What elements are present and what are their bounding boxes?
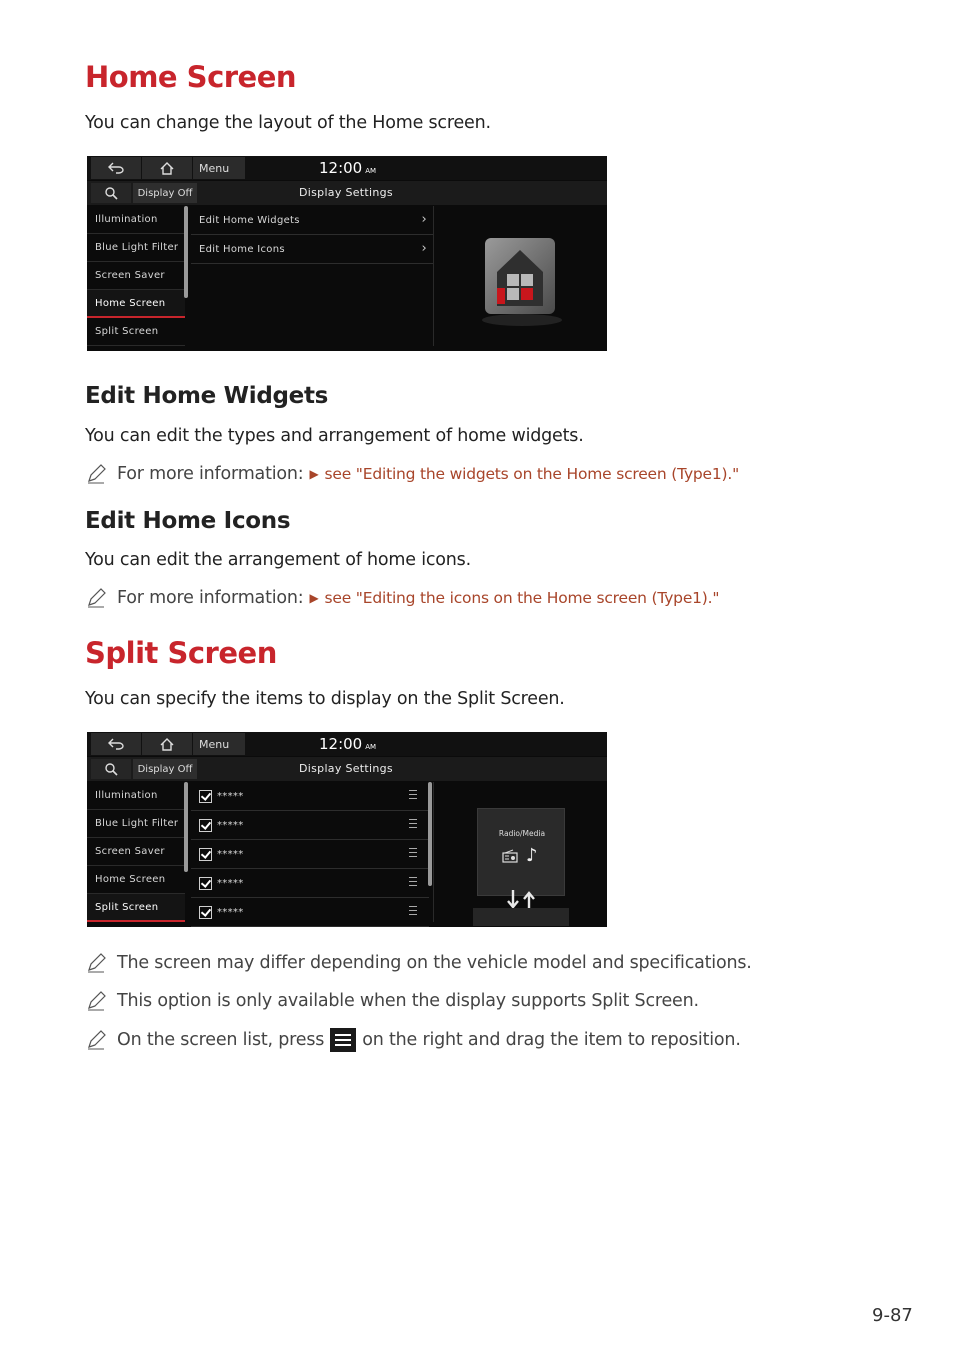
cross-reference-link[interactable]: see "Editing the icons on the Home screen (Type1)." [324,589,720,607]
back-icon [108,738,124,750]
note-text: The screen may differ depending on the vehicle model and specifications. [117,953,752,973]
list-scrollbar[interactable] [428,782,432,886]
note-pen-icon [85,952,107,974]
settings-menu [87,206,185,346]
edit-widgets-body: You can edit the types and arrangement of home widgets. [85,426,584,446]
option-edit-home-widgets[interactable] [191,206,433,235]
note-availability [85,990,699,1012]
panel-divider [433,782,434,922]
arrow-right-icon: ▶ [309,467,319,481]
section-title-split-screen: Split Screen [85,636,277,670]
clock-time: 12:00 [319,159,363,177]
settings-menu [87,782,185,922]
drag-handle-icon[interactable] [409,790,417,802]
clock-ampm: AM [365,743,377,751]
menu-button[interactable]: Menu [193,733,246,755]
menu-item-split-screen[interactable]: Split Screen [87,894,185,922]
menu-item-home-screen[interactable]: Home Screen [87,290,185,318]
back-button[interactable] [91,733,142,755]
split-item-row[interactable] [191,782,429,811]
split-item-label: ***** [217,906,244,918]
chevron-right-icon: › [421,212,427,227]
checkbox-checked-icon[interactable] [199,877,212,890]
split-widget-shadow [473,908,569,926]
note-differ [85,952,752,974]
radio-icon [502,849,518,863]
clock [319,159,376,177]
subsection-title-edit-home-icons: Edit Home Icons [85,508,291,534]
cross-reference-link[interactable]: see "Editing the widgets on the Home screen (Type1)." [324,465,740,483]
split-item-label: ***** [217,790,244,802]
display-settings-screenshot-split [87,732,607,927]
home-icon [160,738,174,751]
note-pen-icon [85,990,107,1012]
checkbox-checked-icon[interactable] [199,906,212,919]
split-item-label: ***** [217,848,244,860]
edit-icons-note [85,587,719,609]
panel-divider [433,206,434,346]
menu-scrollbar[interactable] [184,206,188,298]
back-icon [108,162,124,174]
search-icon [105,763,118,776]
note-text: This option is only available when the display supports Split Screen. [117,991,699,1011]
note-prefix: For more information: [117,464,304,484]
option-label: Edit Home Icons [199,243,285,255]
split-item-row[interactable] [191,840,429,869]
note-text-after: on the right and drag the item to reposition. [362,1030,741,1050]
split-screen-intro: You can specify the items to display on the Split Screen. [85,689,565,709]
edit-icons-body: You can edit the arrangement of home icons. [85,550,471,570]
note-reposition [85,1028,741,1052]
home-icon [160,162,174,175]
menu-item-blue-light-filter[interactable]: Blue Light Filter [87,810,185,838]
music-note-icon: ♪ [526,845,538,866]
search-button[interactable] [91,759,131,779]
menu-item-screen-saver[interactable]: Screen Saver [87,262,185,290]
screen-title: Display Settings [299,762,393,775]
home-screen-intro: You can change the layout of the Home screen. [85,113,491,133]
arrow-right-icon: ▶ [309,591,319,605]
top-bar [87,732,607,756]
search-icon [105,187,118,200]
widget-label: Radio/Media [498,829,546,838]
sub-bar [87,181,607,205]
clock-time: 12:00 [319,735,363,753]
option-label: Edit Home Widgets [199,214,300,226]
subsection-title-edit-home-widgets: Edit Home Widgets [85,383,329,409]
menu-item-illumination[interactable]: Illumination [87,782,185,810]
split-screen-preview [477,808,565,926]
split-items-list [191,782,429,927]
chevron-right-icon: › [421,241,427,256]
split-item-label: ***** [217,877,244,889]
home-button[interactable] [142,157,193,179]
search-button[interactable] [91,183,131,203]
section-title-home-screen: Home Screen [85,60,297,94]
split-item-row[interactable] [191,869,429,898]
menu-item-home-screen[interactable]: Home Screen [87,866,185,894]
back-button[interactable] [91,157,142,179]
checkbox-checked-icon[interactable] [199,848,212,861]
home-screen-illustration-icon [477,228,567,332]
option-edit-home-icons[interactable] [191,235,433,264]
checkbox-checked-icon[interactable] [199,819,212,832]
drag-handle-icon[interactable] [409,877,417,889]
display-settings-screenshot-home [87,156,607,351]
drag-handle-icon[interactable] [409,819,417,831]
page-number: 9-87 [872,1305,913,1326]
note-text-before: On the screen list, press [117,1030,325,1050]
sub-bar [87,757,607,781]
top-bar [87,156,607,180]
split-item-row[interactable] [191,811,429,840]
display-off-button[interactable]: Display Off [133,183,197,203]
note-prefix: For more information: [117,588,304,608]
menu-item-blue-light-filter[interactable]: Blue Light Filter [87,234,185,262]
home-button[interactable] [142,733,193,755]
menu-button[interactable]: Menu [193,157,246,179]
checkbox-checked-icon[interactable] [199,790,212,803]
drag-handle-icon[interactable] [409,906,417,918]
note-pen-icon [85,463,107,485]
display-off-button[interactable]: Display Off [133,759,197,779]
edit-widgets-note [85,463,739,485]
clock [319,735,376,753]
drag-handle-icon[interactable] [409,848,417,860]
note-pen-icon [85,1029,107,1051]
split-item-row[interactable] [191,898,429,927]
note-pen-icon [85,587,107,609]
menu-item-split-screen[interactable]: Split Screen [87,318,185,346]
split-widget-card [477,808,565,896]
screen-title: Display Settings [299,186,393,199]
options-list [191,206,433,264]
drag-handle-icon [330,1028,356,1052]
menu-item-illumination[interactable]: Illumination [87,206,185,234]
split-item-label: ***** [217,819,244,831]
menu-scrollbar[interactable] [184,782,188,872]
menu-item-screen-saver[interactable]: Screen Saver [87,838,185,866]
clock-ampm: AM [365,167,377,175]
